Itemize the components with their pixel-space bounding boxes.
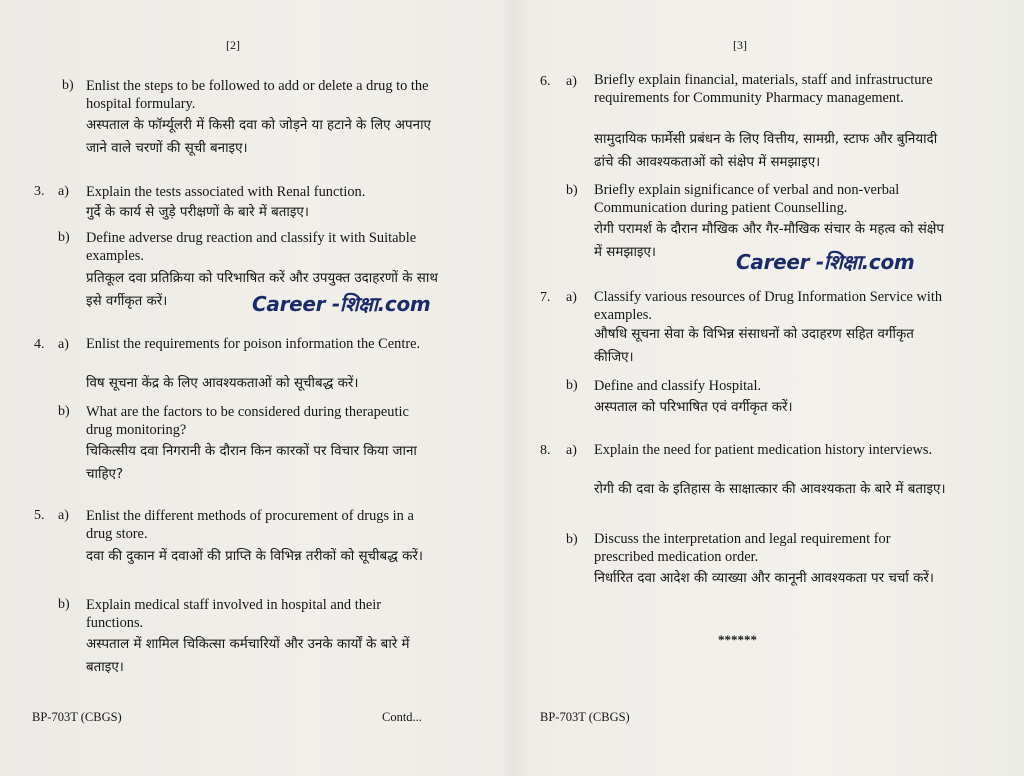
part-label: a) (566, 443, 577, 458)
question-text-hi: दवा की दुकान में दवाओं की प्राप्ति के विभिन्न तरीकों को सूचीबद्ध करें। (86, 549, 423, 564)
question-text-hi: गुर्दे के कार्य से जुड़े परीक्षणों के बारे में बताइए। (86, 205, 309, 220)
part-label: b) (566, 378, 578, 393)
part-label: b) (62, 78, 74, 93)
question-text-en: Briefly explain significance of verbal and non-verbal Communication during patient Counselling. (594, 182, 900, 216)
question-text-en: Explain medical staff involved in hospital and their functions. (86, 597, 382, 631)
question-text-hi: अस्पताल में शामिल चिकित्सा कर्मचारियों और उनके कार्यों के बारे में बताइए। (86, 637, 410, 675)
part-label: b) (566, 183, 578, 198)
page-right (512, 0, 1024, 776)
question-number: 7. (540, 290, 551, 305)
question-number: 3. (34, 184, 45, 199)
question-text-en: Define and classify Hospital. (594, 378, 762, 394)
footer-code: BP-703T (CBGS) (32, 710, 122, 724)
question-text-en: Enlist the steps to be followed to add or delete a drug to the hospital formulary. (86, 78, 429, 112)
question-text-en: Briefly explain financial, materials, staff and infrastructure requirements for Community Pharmacy management. (594, 72, 933, 106)
page-number: [2] (226, 38, 240, 52)
footer-code: BP-703T (CBGS) (540, 710, 630, 724)
part-label: a) (58, 184, 69, 199)
part-label: b) (58, 230, 70, 245)
part-label: a) (58, 337, 69, 352)
question-text-hi: औषधि सूचना सेवा के विभिन्न संसाधनों को उदाहरण सहित वर्गीकृत कीजिए। (594, 327, 914, 365)
question-text-hi: रोगी परामर्श के दौरान मौखिक और गैर-मौखिक संचार के महत्व को संक्षेप में समझाइए। (594, 222, 944, 260)
part-label: a) (566, 74, 577, 89)
question-text-en: Explain the need for patient medication history interviews. (594, 442, 933, 458)
watermark: Career -शिक्षा.com (252, 292, 431, 316)
question-number: 5. (34, 508, 45, 523)
question-text-en: What are the factors to be considered during therapeutic drug monitoring? (86, 404, 409, 438)
end-mark: ****** (718, 632, 757, 647)
part-label: a) (58, 508, 69, 523)
part-label: b) (566, 532, 578, 547)
part-label: b) (58, 404, 70, 419)
question-text-hi: अस्पताल के फॉर्म्यूलरी में किसी दवा को जोड़ने या हटाने के लिए अपनाए जाने वाले चरणों की सूची बनाइए। (86, 118, 431, 156)
question-text-hi: निर्धारित दवा आदेश की व्याख्या और कानूनी आवश्यकता पर चर्चा करें। (594, 571, 934, 586)
part-label: a) (566, 290, 577, 305)
question-text-hi: रोगी की दवा के इतिहास के साक्षात्कार की आवश्यकता के बारे में बताइए। (594, 482, 946, 497)
question-text-hi: प्रतिकूल दवा प्रतिक्रिया को परिभाषित करें और उपयुक्त उदाहरणों के साथ इसे वर्गीकृत करें। (86, 271, 438, 309)
question-number: 4. (34, 337, 45, 352)
question-text-hi: अस्पताल को परिभाषित एवं वर्गीकृत करें। (594, 400, 793, 415)
question-text-en: Discuss the interpretation and legal requirement for prescribed medication order. (594, 531, 891, 565)
question-text-en: Classify various resources of Drug Information Service with examples. (594, 289, 943, 323)
question-text-en: Explain the tests associated with Renal function. (86, 184, 366, 200)
question-number: 8. (540, 443, 551, 458)
question-text-en: Enlist the different methods of procurement of drugs in a drug store. (86, 508, 414, 542)
page-number: [3] (733, 38, 747, 52)
part-label: b) (58, 597, 70, 612)
question-text-en: Define adverse drug reaction and classify it with Suitable examples. (86, 230, 417, 264)
question-text-en: Enlist the requirements for poison information the Centre. (86, 336, 421, 352)
watermark: Career -शिक्षा.com (736, 250, 915, 274)
footer-contd: Contd... (382, 710, 422, 724)
question-text-hi: सामुदायिक फार्मेसी प्रबंधन के लिए वित्तीय, सामग्री, स्टाफ और बुनियादी ढांचे की आवश्यकताओं को संक्षेप में समझाइए। (594, 132, 938, 170)
question-number: 6. (540, 74, 551, 89)
question-text-hi: चिकित्सीय दवा निगरानी के दौरान किन कारकों पर विचार किया जाना चाहिए? (86, 444, 417, 482)
question-text-hi: विष सूचना केंद्र के लिए आवश्यकताओं को सूचीबद्ध करें। (86, 376, 359, 391)
